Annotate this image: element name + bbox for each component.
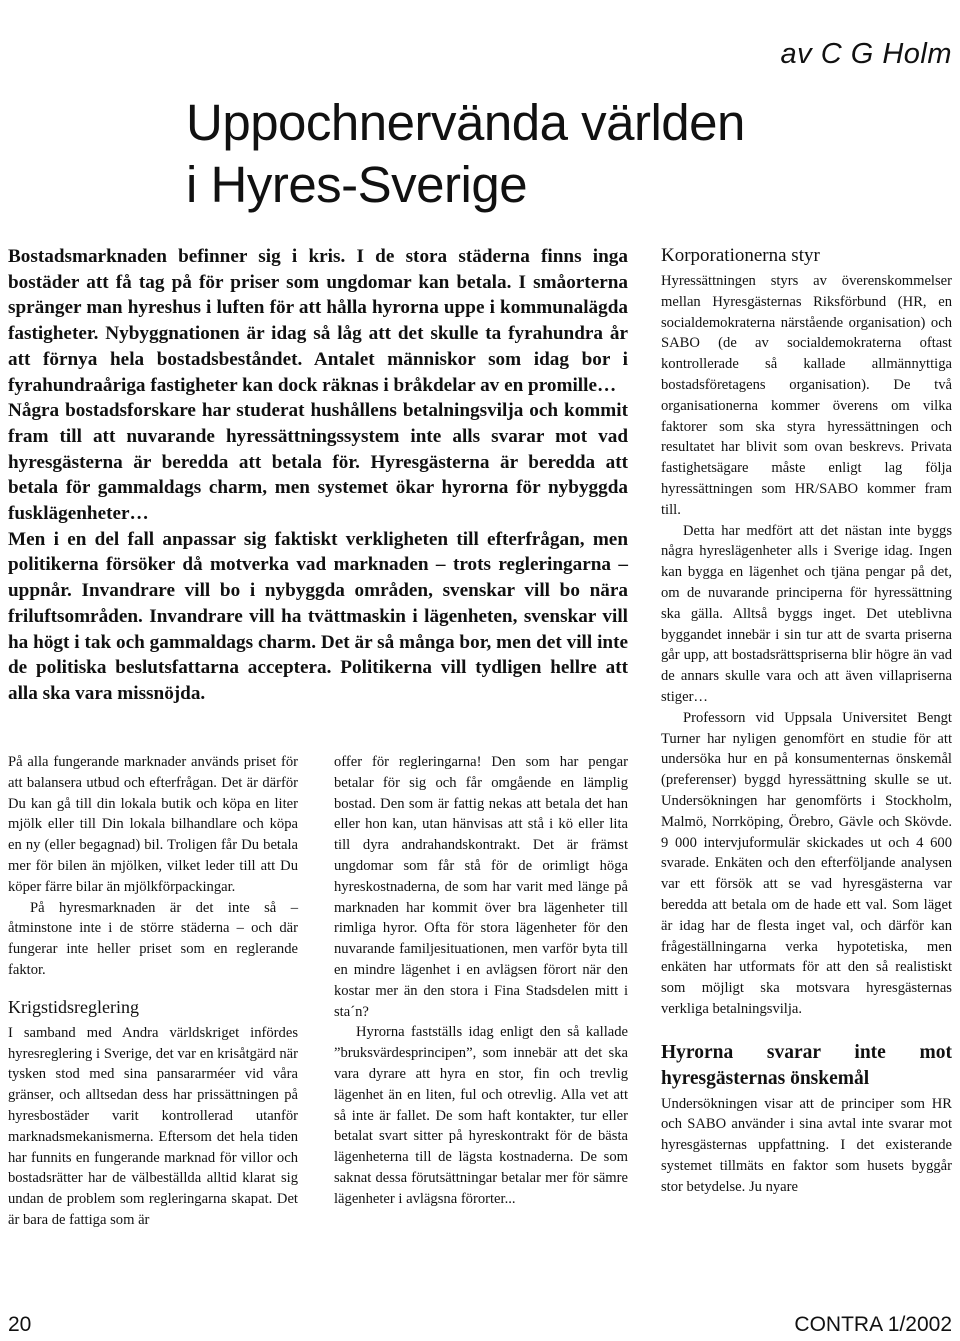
author-byline: av C G Holm <box>780 38 952 70</box>
headline-line-2: i Hyres-Sverige <box>186 156 528 213</box>
lead-paragraph-3: Men i en del fall anpassar sig faktiskt verkligheten till efterfrågan, men politikerna försöker då motverka vad marknaden – trots regleringarna – uppnår. Invandrare vill bo i nybyggda områden, svenskar vill bo nära friluftsområden. Invandrare vill ha tvättmaskin i lägenheten, svenskar vill ha högt i tak och gammaldags charm. Det är så många bor, men det vill inte de politiska beslutsfattarna acceptera. Politikerna vill tydligen hellre att alla ska vara missnöjda. <box>8 528 628 704</box>
lead-paragraph-1: Bostadsmarknaden befinner sig i kris. I de stora städerna finns inga bostäder att få tag på för priser som ungdomar kan betala. I småorterna spränger man hyreshus i luften för att hålla hyrorna uppe i kommunalägda fastigheter. Nybyggnationen är idag så låg att det skulle ta fyrahundra år att förnya hela bostadsbeståndet. Antalet människor som idag bor i fyrahundraåriga fastigheter kan dock räknas i bråkdelar av en promille… <box>8 246 628 396</box>
subheading-korporationerna: Korporationerna styr <box>661 245 820 266</box>
body-paragraph: Hyrorna fastställs idag enligt den så kallade ”bruksvärdesprincipen”, som innebär att det ska vara dyrare att hyra en stor, fin och trevlig lägenhet än en liten, ful och otrevlig. Alla vet att så inte är fallet. De som haft kontakter, tur eller betalat svart sitter på hyreskontrakt för de bästa lägenheterna till de lägsta kostnaderna. De som saknat dessa förutsättningar betalar mer för sämre lägenheter i avlägsna förorter... <box>334 1024 628 1207</box>
body-paragraph: Undersökningen visar att de principer som HR och SABO använder i sina avtal inte svarar mot hyresgästernas uppfattning. I det existerande systemet tillmäts en faktor som husets byggår stor betydelse. Ju nyare <box>661 1095 952 1195</box>
body-paragraph: Professorn vid Uppsala Universitet Bengt Turner har nyligen genomfört en studie för att undersöka hur en på konsumenternas önskemål (preferenser) byggd hyressättning skulle se ut. Undersökningen har genomförts i Stockholm, Malmö, Norrköping, Örebro, Gävle och Skövde. 9 000 intervjuformulär skickades ut och 4 600 svarade. Enkäten och den efterföljande analysen var ett försök att se vad hyresgästerna var beredda att betala om de hade ett val. Som läget är idag har de flesta inget val, och därför kan frågeställningarna verka hypotetiska, men enkäten har utformats för att den så realistiskt som möjligt ska motsvara hyresgästernas verkliga betalningsvilja. <box>661 709 952 1017</box>
lead-paragraph <box>8 244 628 707</box>
body-column-left <box>8 752 298 1231</box>
body-paragraph: offer för regleringarna! Den som har pengar betalar för sig och får omgående en lämplig bostad. Den som är fattig nekas att betala det han eller hon kan, utan hänvisas att stå i kö eller lita till dyra andrahandskontrakt. Det är främst ungdomar som får stå för de orimligt höga hyreskostnaderna, de som har varit med länge på marknaden har kommit över bra lägenheter till rimliga hyror. Ofta för stora lägenheter för den nuvarande familjesituationen, men varför byta till en mindre lägenhet i en avlägsen förort när den kostar mer än den stora i Fina Stadsdelen mitt i sta´n? <box>334 754 628 1020</box>
subheading-hyrorna-svarar: Hyrorna svarar inte mot hyresgästernas önskemål <box>661 1041 952 1089</box>
page-number: 20 <box>8 1313 32 1336</box>
body-paragraph: Detta har medfört att det nästan inte byggs några hyreslägenheter alls i Sverige idag. Ingen kan bygga en lägenhet och tjäna pengar på det, om de nuvarande principerna för hyressättning ska gälla. Alltså byggs inget. Det uteblivna byggandet innebär i sin tur att de svarta priserna går upp, att bostadsrättspriserna blir högre än vad de annars skulle vara och att även villapriserna stiger… <box>661 522 952 705</box>
subheading-krigstidsreglering: Krigstidsreglering <box>8 996 139 1017</box>
body-column-right <box>661 244 952 1198</box>
body-paragraph: På alla fungerande marknader används priset för att balansera utbud och efterfrågan. Det är därför Du kan gå till din lokala butik och köpa en liter mjölk eller till Din lokala bilhandlare och köpa en ny (eller begagnad) bil. Troligen får Du betala mer för bilen än mjölken, vilket leder till att Du köper färre bilar än mjölkförpackingar. <box>8 754 298 895</box>
journal-issue: CONTRA 1/2002 <box>794 1313 952 1336</box>
article-headline <box>186 92 745 216</box>
body-paragraph: Hyressättningen styrs av överenskommelser mellan Hyresgästernas Riksförbund (HR, en socialdemokraterna närstående organisation) och SABO (de av socialdemokraterna oftast kontrollerade så kallade allmännyttiga bostadsföretagens organisation). De två organisationerna kommer överens om vilka faktorer som ska styra hyressättningen och resultatet har blivit som ovan beskrevs. Privata fastighetsägare måste enligt lag följa hyressättningen som HR/SABO kommer fram till. <box>661 273 952 518</box>
body-paragraph: I samband med Andra världskriget infördes hyresreglering i Sverige, det var en krisåtgärd när tysken stod med sina pansararméer vid våra gränser, och alltsedan dess har prissättningen på hyresbostäder varit kontrollerad utanför marknadsmekanismerna. Eftersom det hela tiden har funnits en fungerande marknad för villor och bostadsrätter har de välbeställda alltid klarat sig undan de problem som regleringarna skapat. Det är bara de fattiga som är <box>8 1024 298 1228</box>
lead-paragraph-2: Några bostadsforskare har studerat hushållens betalningsvilja och kommit fram till att nuvarande hyressättningssystem inte alls svarar mot vad hyresgästerna är beredda att betala för. Hyresgästerna är beredda att betala för gammaldags charm, men systemet ökar hyrorna för nybyggda fusklägenheter… <box>8 400 628 525</box>
body-paragraph: På hyresmarknaden är det inte så – åtminstone inte i de större städerna – och där fungerar inte heller priset som en reglerande faktor. <box>8 899 298 978</box>
body-column-middle <box>334 752 628 1210</box>
headline-line-1: Uppochnervända världen <box>186 94 745 151</box>
